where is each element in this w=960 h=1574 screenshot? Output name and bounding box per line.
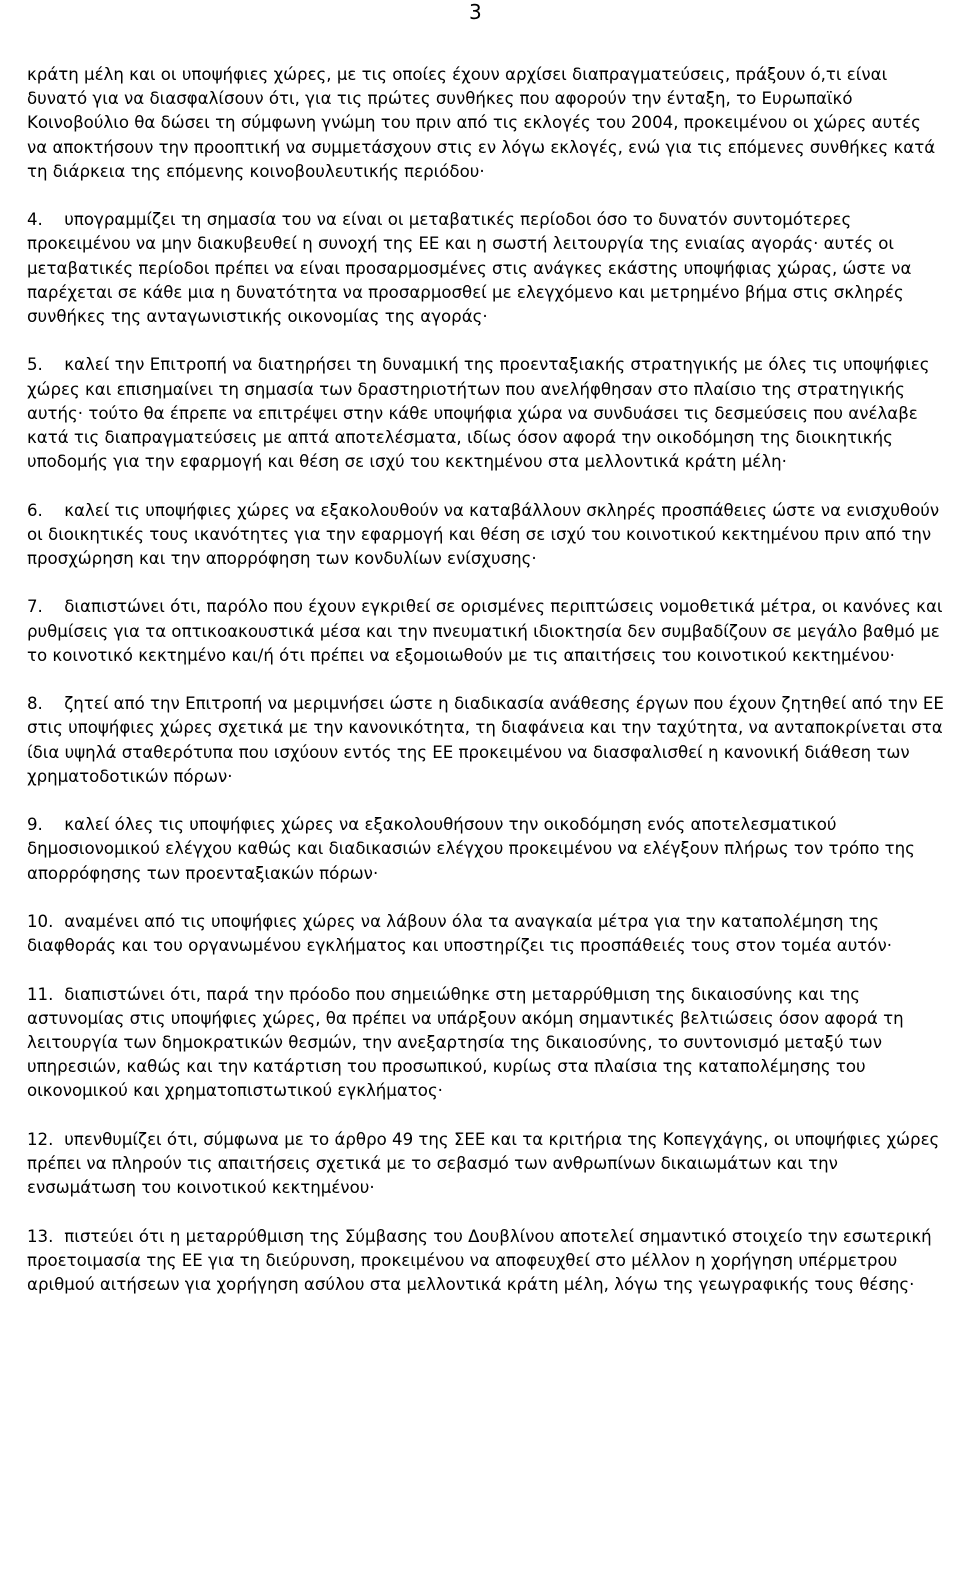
- paragraph-number: 11.: [27, 984, 54, 1004]
- paragraph-5: [27, 353, 945, 474]
- paragraph-text: διαπιστώνει ότι, παρά την πρόοδο που σημειώθηκε στη μεταρρύθμιση της δικαιοσύνης και της αστυνομίας στις υποψήφιες χώρες, θα πρέπει να υπάρξουν ακόμη σημαντικές βελτιώσεις όσον αφορά τη λειτουργία των δημοκρατικών θεσμών, την ανεξαρτησία της δικαιοσύνης, το συντονισμό μεταξύ των υπηρεσιών, καθώς και την κατάρτιση του προσωπικού, κυρίως στα πλαίσια της καταπολέμησης του οικονομικού και χρηματοπιστωτικού εγκλήματος·: [27, 984, 904, 1101]
- paragraph-4: [27, 208, 945, 329]
- paragraph-8: [27, 692, 945, 789]
- paragraph-number: 13.: [27, 1226, 54, 1246]
- paragraph-text: ζητεί από την Επιτροπή να μεριμνήσει ώστε η διαδικασία ανάθεσης έργων που έχουν ζητηθεί από την ΕΕ στις υποψήφιες χώρες σχετικά με την κανονικότητα, τη διαφάνεια και την ταχύτητα, να ανταποκρίνεται στα ίδια υψηλά σταθερότυπα που ισχύουν εντός της ΕΕ προκειμένου να διασφαλισθεί η κανονική διάθεση των χρηματοδοτικών πόρων·: [27, 694, 944, 786]
- paragraph-7: [27, 595, 945, 668]
- page-number: 3: [469, 0, 482, 24]
- paragraph-number: 8.: [27, 694, 43, 714]
- paragraph-text: διαπιστώνει ότι, παρόλο που έχουν εγκριθεί σε ορισμένες περιπτώσεις νομοθετικά μέτρα, οι κανόνες και ρυθμίσεις για τα οπτικοακουστικά μέσα και την πνευματική ιδιοκτησία δεν συμβαδίζουν σε μεγάλο βαθμό με το κοινοτικό κεκτημένο και/ή ότι πρέπει να εξομοιωθούν με τις απαιτήσεις του κοινοτικού κεκτημένου·: [27, 597, 943, 665]
- paragraph-text: υπογραμμίζει τη σημασία του να είναι οι μεταβατικές περίοδοι όσο το δυνατόν συντομότερες προκειμένου να μην διακυβευθεί η συνοχή της ΕΕ και η σωστή λειτουργία της ενιαίας αγοράς· αυτές οι μεταβατικές περίοδοι πρέπει να είναι προσαρμοσμένες στις ανάγκες εκάστης υποψήφιας χώρας, ώστε να παρέχεται σε κάθε μια η δυνατότητα να προσαρμοσθεί με ελεγχόμενο και μετρημένο βήμα στις σκληρές συνθήκες της ανταγωνιστικής οικονομίας της αγοράς·: [27, 210, 912, 327]
- paragraph-12: [27, 1128, 945, 1201]
- paragraph-number: 6.: [27, 500, 43, 520]
- paragraph-text: αναμένει από τις υποψήφιες χώρες να λάβουν όλα τα αναγκαία μέτρα για την καταπολέμηση της διαφθοράς και του οργανωμένου εγκλήματος και υποστηρίζει τις προσπάθειές τους στον τομέα αυτόν·: [27, 912, 892, 956]
- paragraph-13: [27, 1225, 945, 1298]
- intro-paragraph: κράτη μέλη και οι υποψήφιες χώρες, με τις οποίες έχουν αρχίσει διαπραγματεύσεις, πράξουν ό,τι είναι δυνατό για να διασφαλίσουν ότι, για τις πρώτες συνθήκες που αφορούν την ένταξη, το Ευρωπαϊκό Κοινοβούλιο θα δώσει τη σύμφωνη γνώμη του πριν από τις εκλογές του 2004, προκειμένου οι χώρες αυτές να αποκτήσουν την προοπτική να συμμετάσχουν στις εν λόγω εκλογές, ενώ για τις επόμενες συνθήκες κατά τη διάρκεια της επόμενης κοινοβουλευτικής περιόδου·: [27, 65, 936, 181]
- paragraph-text: καλεί τις υποψήφιες χώρες να εξακολουθούν να καταβάλλουν σκληρές προσπάθειες ώστε να ενισχυθούν οι διοικητικές τους ικανότητες για την εφαρμογή και θέση σε ισχύ του κοινοτικού κεκτημένου πριν από την προσχώρηση και την απορρόφηση των κονδυλίων ενίσχυσης·: [27, 500, 940, 569]
- paragraph-number: 4.: [27, 210, 43, 230]
- paragraph-text: πιστεύει ότι η μεταρρύθμιση της Σύμβασης του Δουβλίνου αποτελεί σημαντικό στοιχείο την εσωτερική προετοιμασία της ΕΕ για τη διεύρυνση, προκειμένου να αποφευχθεί στο μέλλον η χορήγηση υπέρμετρου αριθμού αιτήσεων για χορήγηση ασύλου στα μελλοντικά κράτη μέλη, λόγω της γεωγραφικής τους θέσης·: [27, 1226, 932, 1294]
- paragraph-number: 10.: [27, 912, 54, 931]
- paragraph-10: [27, 910, 945, 958]
- paragraph-number: 9.: [27, 815, 43, 835]
- paragraph-number: 12.: [27, 1129, 54, 1149]
- paragraph-6: [27, 499, 945, 572]
- paragraph-text: καλεί όλες τις υποψήφιες χώρες να εξακολουθήσουν την οικοδόμηση ενός αποτελεσματικού δημοσιονομικού ελέγχου καθώς και διαδικασιών ελέγχου προκειμένου να ελέγξουν πλήρως τον τρόπο της απορρόφησης των προενταξιακών πόρων·: [27, 815, 915, 883]
- paragraph-11: [27, 983, 945, 1104]
- paragraph-text: καλεί την Επιτροπή να διατηρήσει τη δυναμική της προενταξιακής στρατηγικής με όλες τις υποψήφιες χώρες και επισημαίνει τη σημασία των δραστηριοτήτων που ανελήφθησαν στο πλαίσιο της στρατηγικής αυτής· τούτο θα έπρεπε να επιτρέψει στην κάθε υποψήφια χώρα να συνδυάσει τις δεσμεύσεις που ανέλαβε κατά τις διαπραγματεύσεις με απτά αποτελέσματα, ιδίως όσον αφορά την οικοδόμηση της διοικητικής υποδομής για την εφαρμογή και θέση σε ισχύ του κεκτημένου στα μελλοντικά κράτη μέλη·: [27, 355, 930, 472]
- document-body: [27, 63, 945, 1297]
- paragraph-number: 5.: [27, 355, 43, 375]
- paragraph-text: υπενθυμίζει ότι, σύμφωνα με το άρθρο 49 της ΣΕΕ και τα κριτήρια της Κοπεγχάγης, οι υποψήφιες χώρες πρέπει να πληρούν τις απαιτήσεις σχετικά με το σεβασμό των ανθρωπίνων δικαιωμάτων και την ενσωμάτωση του κοινοτικού κεκτημένου·: [27, 1129, 940, 1198]
- paragraph-9: [27, 813, 945, 886]
- paragraph-number: 7.: [27, 597, 43, 617]
